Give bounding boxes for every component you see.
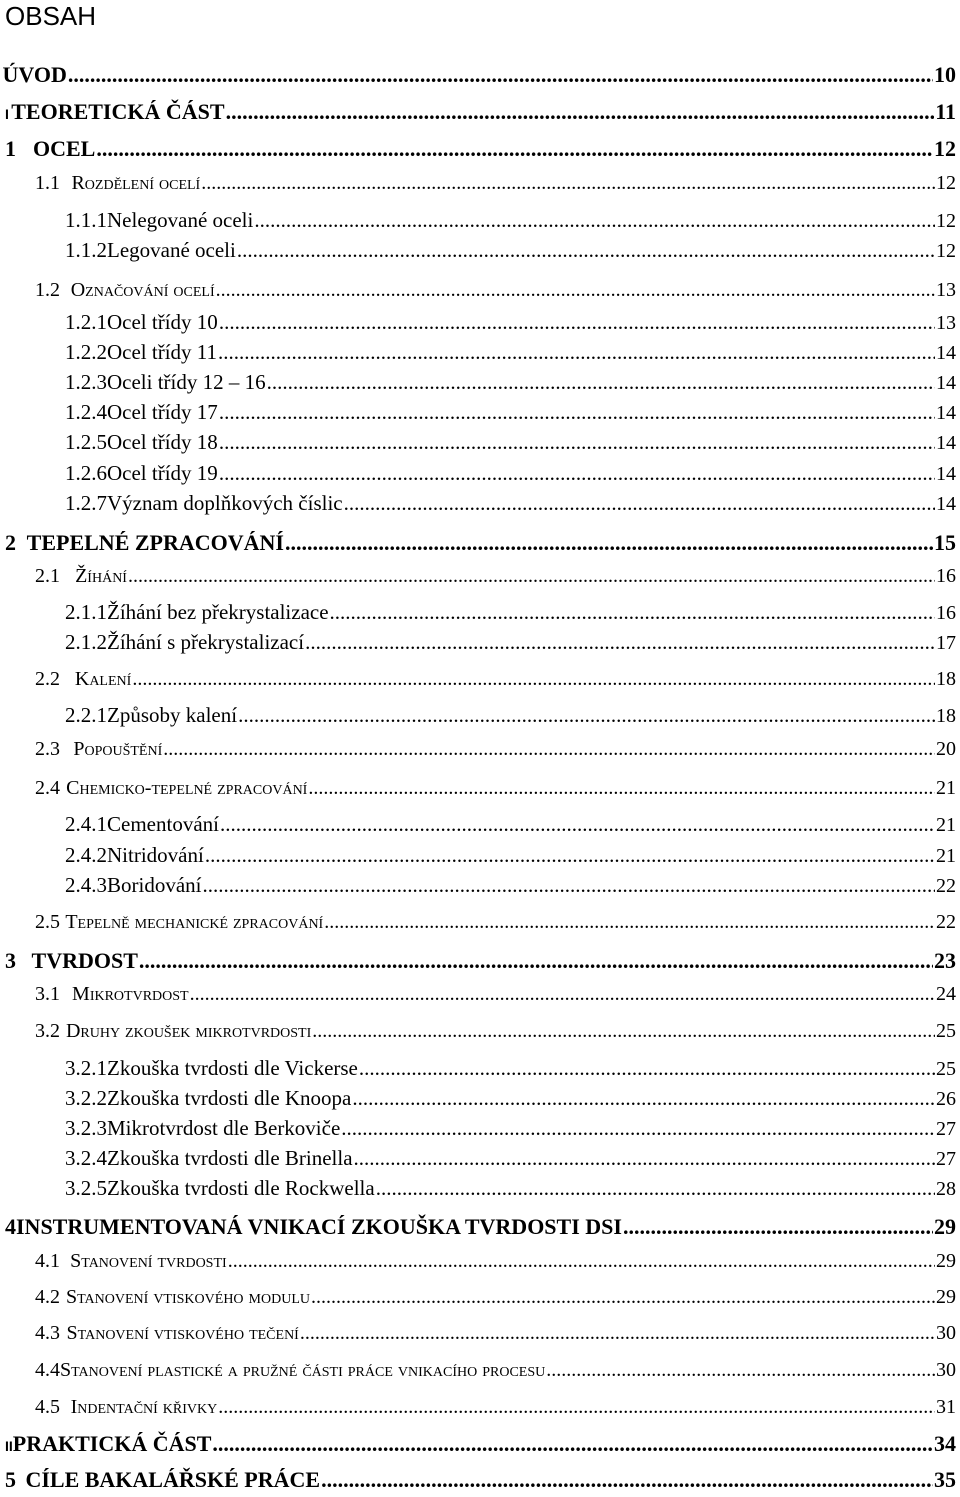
- toc-entry[interactable]: [0, 530, 960, 560]
- toc-entry-page: 27: [936, 1148, 956, 1170]
- toc-entry[interactable]: [0, 812, 960, 842]
- toc-entry-title: TVRDOST: [31, 948, 138, 973]
- toc-dot-leader: [237, 238, 935, 263]
- toc-entry-page: 21: [936, 777, 956, 799]
- toc-entry[interactable]: [0, 703, 960, 733]
- toc-dot-leader: [132, 668, 935, 691]
- toc-entry[interactable]: [0, 1020, 960, 1050]
- toc-dot-leader: [226, 99, 935, 125]
- toc-entry[interactable]: [0, 370, 960, 400]
- toc-entry-page: 30: [936, 1322, 956, 1344]
- toc-entry-title: Ocel třídy 11: [107, 340, 218, 364]
- toc-entry[interactable]: [0, 430, 960, 460]
- toc-entry[interactable]: [0, 600, 960, 630]
- toc-entry[interactable]: [0, 136, 960, 166]
- toc-entry-title: Cementování: [107, 812, 219, 836]
- toc-entry-title: Stanovení tvrdosti: [70, 1250, 227, 1272]
- toc-entry-page: 13: [936, 312, 956, 334]
- toc-dot-leader: [312, 1020, 935, 1043]
- toc-dot-leader: [300, 1322, 935, 1345]
- toc-entry-number: 2.1.2: [65, 630, 107, 654]
- toc-entry-title: Boridování: [107, 873, 202, 897]
- toc-dot-leader: [128, 565, 935, 588]
- toc-entry-page: 14: [936, 402, 956, 424]
- toc-entry[interactable]: [0, 310, 960, 340]
- toc-dot-leader: [218, 1396, 935, 1419]
- toc-entry-page: 10: [934, 62, 956, 87]
- toc-entry-page: 13: [936, 279, 956, 301]
- toc-entry-number: 1.1.2: [65, 238, 107, 262]
- toc-entry[interactable]: [0, 491, 960, 521]
- toc-entry-number: 1.1: [35, 172, 60, 194]
- toc-entry-title: Zkouška tvrdosti dle Vickerse: [107, 1056, 358, 1080]
- toc-entry-number: 4.3: [35, 1322, 60, 1344]
- toc-dot-leader: [254, 208, 935, 233]
- toc-entry-number: 2.2: [35, 668, 60, 690]
- toc-entry-number: 3.2.1: [65, 1056, 107, 1080]
- toc-entry-page: 23: [934, 948, 956, 973]
- toc-entry-number: 1.2.3: [65, 370, 107, 394]
- toc-entry-page: 31: [936, 1396, 956, 1418]
- toc-dot-leader: [219, 430, 935, 455]
- toc-entry-title: Stanovení vtiskového tečení: [66, 1322, 299, 1344]
- toc-entry-page: 20: [936, 738, 956, 760]
- toc-entry-page: 16: [936, 565, 956, 587]
- toc-dot-leader: [330, 600, 935, 625]
- toc-entry-number: 4: [5, 1214, 16, 1239]
- toc-entry-number: 1.2.4: [65, 400, 107, 424]
- toc-entry-page: 12: [936, 172, 956, 194]
- toc-entry-title: Žíhání bez překrystalizace: [107, 600, 329, 624]
- toc-entry-number: 4.5: [35, 1396, 60, 1418]
- toc-dot-leader: [546, 1359, 935, 1382]
- toc-dot-leader: [216, 279, 935, 302]
- toc-dot-leader: [305, 630, 935, 655]
- toc-entry-number: 4.2: [35, 1286, 60, 1308]
- toc-entry-number: I: [5, 106, 9, 122]
- toc-dot-leader: [219, 461, 935, 486]
- toc-entry[interactable]: [0, 279, 960, 309]
- toc-entry[interactable]: [0, 630, 960, 660]
- toc-entry-title: Indentační křivky: [70, 1396, 218, 1418]
- toc-dot-leader: [228, 1250, 935, 1273]
- toc-entry-number: 5: [5, 1467, 16, 1492]
- toc-entry[interactable]: [0, 873, 960, 903]
- toc-entry-title: OCEL: [32, 136, 96, 161]
- toc-entry-page: 18: [936, 705, 956, 727]
- toc-entry-number: 1.2.2: [65, 340, 107, 364]
- toc-entry[interactable]: [0, 948, 960, 978]
- toc-dot-leader: [341, 1116, 935, 1141]
- toc-entry-page: 12: [934, 136, 956, 161]
- toc-entry-title: Zkouška tvrdosti dle Brinella: [107, 1146, 353, 1170]
- toc-dot-leader: [212, 1431, 933, 1457]
- toc-entry[interactable]: [0, 1116, 960, 1146]
- toc-entry[interactable]: [0, 668, 960, 698]
- toc-entry[interactable]: [0, 738, 960, 768]
- toc-entry[interactable]: [0, 777, 960, 807]
- toc-entry-number: 3.2.4: [65, 1146, 107, 1170]
- toc-entry[interactable]: [0, 1086, 960, 1116]
- toc-entry[interactable]: [0, 62, 960, 92]
- toc-entry-page: 34: [934, 1431, 956, 1456]
- toc-entry[interactable]: [0, 1322, 960, 1352]
- toc-entry-page: 25: [936, 1020, 956, 1042]
- toc-entry-title: Legované oceli: [107, 238, 236, 262]
- toc-dot-leader: [68, 62, 933, 88]
- toc-entry-page: 14: [936, 463, 956, 485]
- toc-entry-title: Nitridování: [107, 843, 204, 867]
- toc-entry[interactable]: [0, 99, 960, 129]
- toc-dot-leader: [311, 1286, 935, 1309]
- toc-entry[interactable]: [0, 1359, 960, 1389]
- toc-dot-leader: [163, 738, 935, 761]
- toc-entry-page: 14: [936, 432, 956, 454]
- toc-entry-number: 2.4.3: [65, 873, 107, 897]
- toc-entry-page: 18: [936, 668, 956, 690]
- toc-entry[interactable]: [0, 565, 960, 595]
- toc-entry-page: 29: [934, 1214, 956, 1239]
- toc-dot-leader: [139, 948, 933, 974]
- toc-entry-page: 16: [936, 602, 956, 624]
- toc-entry-title: INSTRUMENTOVANÁ VNIKACÍ ZKOUŠKA TVRDOSTI DSI: [16, 1214, 622, 1239]
- toc-entry-page: 11: [935, 99, 956, 124]
- toc-entry-page: 14: [936, 342, 956, 364]
- toc-entry[interactable]: [0, 983, 960, 1013]
- toc-entry-number: 2.2.1: [65, 703, 107, 727]
- toc-entry-title: Žíhání s překrystalizací: [107, 630, 305, 654]
- toc-entry-page: 29: [936, 1250, 956, 1272]
- toc-entry-page: 17: [936, 632, 956, 654]
- toc-entry[interactable]: [0, 400, 960, 430]
- toc-entry-page: 12: [936, 210, 956, 232]
- toc-entry-title: Ocel třídy 17: [107, 400, 218, 424]
- toc-dot-leader: [96, 136, 933, 162]
- toc-entry-title: Druhy zkoušek mikrotvrdosti: [65, 1020, 312, 1042]
- toc-dot-leader: [203, 873, 936, 898]
- toc-entry-title: Ocel třídy 18: [107, 430, 218, 454]
- toc-dot-leader: [285, 530, 933, 556]
- toc-entry-title: TEORETICKÁ ČÁST: [11, 99, 225, 124]
- toc-dot-leader: [359, 1056, 935, 1081]
- toc-entry-number: 2.4.2: [65, 843, 107, 867]
- toc-entry-number: 1.2.1: [65, 310, 107, 334]
- toc-entry-number: 1: [5, 136, 16, 161]
- toc-dot-leader: [205, 843, 935, 868]
- toc-entry[interactable]: [0, 1146, 960, 1176]
- toc-entry-title: Význam doplňkových číslic: [107, 491, 343, 515]
- toc-entry-page: 21: [936, 845, 956, 867]
- toc-entry-number: 2.1: [35, 565, 60, 587]
- toc-entry-page: 12: [936, 240, 956, 262]
- toc-entry-number: 3.2.3: [65, 1116, 107, 1140]
- toc-entry[interactable]: [0, 843, 960, 873]
- toc-dot-leader: [344, 491, 935, 516]
- toc-dot-leader: [190, 983, 935, 1006]
- toc-entry-page: 28: [936, 1178, 956, 1200]
- toc-entry-title: Nelegované oceli: [107, 208, 254, 232]
- toc-entry-title: Označování ocelí: [70, 279, 215, 301]
- toc-entry-page: 29: [936, 1286, 956, 1308]
- toc-entry-number: 3.2: [35, 1020, 60, 1042]
- toc-entry-title: PRAKTICKÁ ČÁST: [12, 1431, 212, 1456]
- toc-entry-title: ÚVOD: [2, 62, 67, 87]
- toc-dot-leader: [267, 370, 935, 395]
- toc-entry-page: 26: [936, 1088, 956, 1110]
- toc-entry[interactable]: [0, 172, 960, 202]
- toc-entry-title: Chemicko-tepelné zpracování: [66, 777, 308, 799]
- toc-dot-leader: [218, 340, 935, 365]
- toc-entry-number: 4.1: [35, 1250, 60, 1272]
- toc-entry-page: 15: [934, 530, 956, 555]
- toc-dot-leader: [623, 1214, 933, 1240]
- toc-entry-title: Mikrotvrdost: [72, 983, 189, 1005]
- toc-dot-leader: [220, 812, 935, 837]
- toc-entry-page: 24: [936, 983, 956, 1005]
- toc-dot-leader: [219, 400, 935, 425]
- toc-entry-title: Oceli třídy 12 – 16: [107, 370, 266, 394]
- toc-entry-title: Stanovení vtiskového modulu: [66, 1286, 310, 1308]
- toc-entry-page: 25: [936, 1058, 956, 1080]
- toc-entry[interactable]: [0, 1056, 960, 1086]
- toc-entry-title: Zkouška tvrdosti dle Rockwella: [107, 1176, 375, 1200]
- toc-entry-title: TEPELNÉ ZPRACOVÁNÍ: [26, 530, 284, 555]
- toc-entry-number: 3.2.2: [65, 1086, 107, 1110]
- toc-entry-title: Tepelně mechanické zpracování: [65, 911, 324, 933]
- toc-entry-title: Stanovení plastické a pružné části práce vnikacího procesu: [60, 1359, 546, 1381]
- toc-entry-number: 1.2.6: [65, 461, 107, 485]
- toc-entry[interactable]: [0, 238, 960, 268]
- toc-entry-number: 1.1.1: [65, 208, 107, 232]
- toc-entry-number: 1.2: [35, 279, 60, 301]
- toc-entry-title: CÍLE BAKALÁŘSKÉ PRÁCE: [25, 1467, 321, 1492]
- toc-entry-title: Žíhání: [75, 565, 127, 587]
- toc-dot-leader: [324, 911, 935, 934]
- toc-entry[interactable]: [0, 1396, 960, 1426]
- toc-entry-page: 14: [936, 372, 956, 394]
- toc-dot-leader: [354, 1146, 935, 1171]
- toc-entry[interactable]: [0, 1250, 960, 1280]
- toc-entry-title: Mikrotvrdost dle Berkoviče: [107, 1116, 341, 1140]
- toc-dot-leader: [376, 1176, 935, 1201]
- toc-entry-page: 14: [936, 493, 956, 515]
- toc-entry-number: 2.3: [35, 738, 60, 760]
- toc-entry[interactable]: [0, 461, 960, 491]
- toc-entry-number: II: [5, 1438, 13, 1454]
- toc-dot-leader: [352, 1086, 935, 1111]
- toc-entry-page: 22: [936, 911, 956, 933]
- toc-entry-number: 2.4.1: [65, 812, 107, 836]
- toc-entry[interactable]: [0, 1431, 960, 1461]
- toc-entry-number: 3: [5, 948, 16, 973]
- toc-entry[interactable]: [0, 911, 960, 941]
- toc-dot-leader: [321, 1467, 933, 1493]
- toc-dot-leader: [219, 310, 935, 335]
- toc-entry[interactable]: [0, 208, 960, 238]
- toc-entry-number: 4.4: [35, 1359, 60, 1381]
- toc-entry-title: Popouštění: [73, 738, 163, 760]
- toc-entry-title: Rozdělení ocelí: [71, 172, 201, 194]
- toc-entry-title: Zkouška tvrdosti dle Knoopa: [107, 1086, 352, 1110]
- toc-entry-number: 1.2.7: [65, 491, 107, 515]
- toc-entry-title: Ocel třídy 19: [107, 461, 218, 485]
- toc-entry-title: Způsoby kalení: [107, 703, 238, 727]
- toc-entry-page: 22: [936, 875, 956, 897]
- toc-entry-page: 35: [934, 1467, 956, 1492]
- toc-entry-number: 2: [5, 530, 16, 555]
- toc-entry-title: Kalení: [74, 668, 132, 690]
- toc-entry-page: 27: [936, 1118, 956, 1140]
- toc-entry[interactable]: [0, 1467, 960, 1497]
- toc-entry-number: 3.2.5: [65, 1176, 107, 1200]
- toc-entry[interactable]: [0, 340, 960, 370]
- toc-entry-number: 3.1: [35, 983, 60, 1005]
- page-title: OBSAH: [5, 1, 97, 31]
- toc-entry[interactable]: [0, 1286, 960, 1316]
- toc-entry[interactable]: [0, 1176, 960, 1206]
- toc-entry-page: 30: [936, 1359, 956, 1381]
- toc-entry[interactable]: [0, 1214, 960, 1244]
- toc-entry-title: Ocel třídy 10: [107, 310, 218, 334]
- toc-entry-number: 2.5: [35, 911, 60, 933]
- toc-entry-number: 2.1.1: [65, 600, 107, 624]
- toc-dot-leader: [308, 777, 935, 800]
- toc-dot-leader: [238, 703, 935, 728]
- toc-entry-page: 21: [936, 814, 956, 836]
- toc-dot-leader: [201, 172, 935, 195]
- toc-entry-number: 2.4: [35, 777, 60, 799]
- toc-entry-number: 1.2.5: [65, 430, 107, 454]
